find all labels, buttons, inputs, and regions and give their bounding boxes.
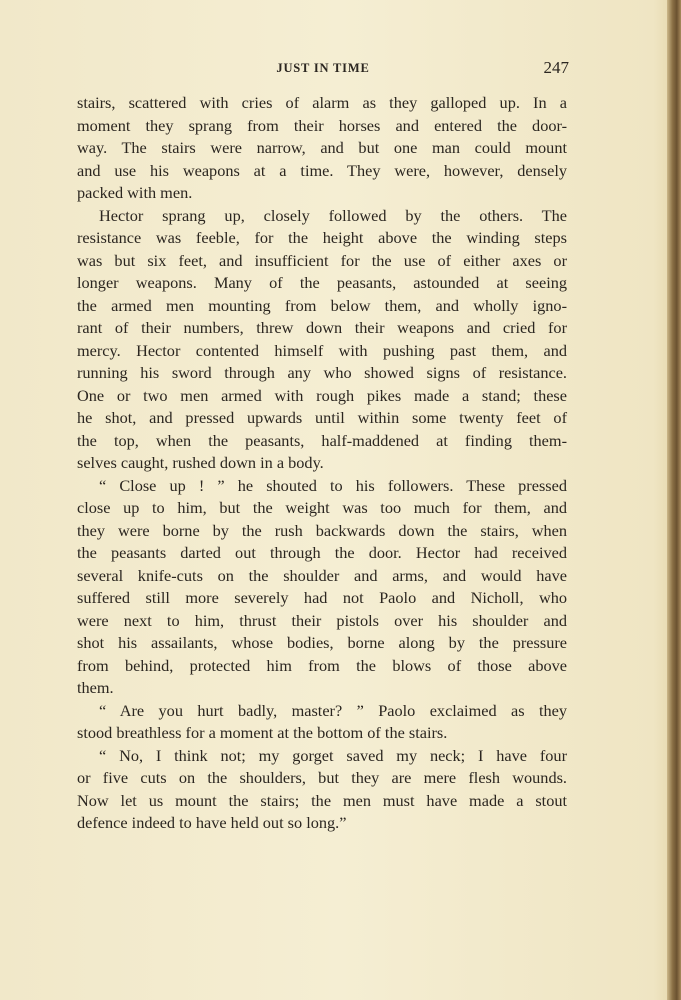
text-line: several knife-cuts on the shoulder and arms, and would have	[77, 565, 567, 585]
text-line: Now let us mount the stairs; the men must have made a stout	[77, 790, 567, 810]
text-line: were next to him, thrust their pistols over his shoulder and	[77, 610, 567, 630]
body-text	[77, 92, 567, 835]
text-line: selves caught, rushed down in a body.	[77, 453, 324, 472]
text-line: “ No, I think not; my gorget saved my neck; I have four	[99, 745, 567, 765]
text-line: packed with men.	[77, 183, 193, 202]
text-line: close up to him, but the weight was too much for them, and	[77, 498, 567, 517]
text-line: them.	[77, 678, 114, 697]
text-line: from behind, protected him from the blows of those above	[77, 655, 567, 675]
text-line: “ Close up ! ” he shouted to his followers. These pressed	[99, 475, 567, 495]
running-head: JUST IN TIME	[276, 61, 370, 75]
text-line: moment they sprang from their horses and entered the door-	[77, 115, 567, 135]
text-line: the peasants darted out through the door. Hector had received	[77, 543, 567, 562]
page-header	[77, 58, 569, 80]
text-line: the armed men mounting from below them, and wholly igno-	[77, 295, 567, 315]
page-edge	[667, 0, 681, 1000]
text-line: the top, when the peasants, half-maddened at finding them-	[77, 430, 567, 450]
text-line: mercy. Hector contented himself with pushing past them, and	[77, 340, 567, 360]
text-line: suffered still more severely had not Paolo and Nicholl, who	[77, 588, 567, 607]
text-line: One or two men armed with rough pikes made a stand; these	[77, 385, 567, 405]
text-line: and use his weapons at a time. They were, however, densely	[77, 160, 567, 180]
text-line: shot his assailants, whose bodies, borne along by the pressure	[77, 633, 567, 652]
text-line: way. The stairs were narrow, and but one man could mount	[77, 138, 567, 157]
text-line: resistance was feeble, for the height above the winding steps	[77, 228, 567, 247]
text-line: stairs, scattered with cries of alarm as they galloped up. In a	[77, 93, 567, 112]
page-number: 247	[543, 58, 569, 77]
text-line: Hector sprang up, closely followed by the others. The	[99, 205, 567, 225]
text-line: they were borne by the rush backwards down the stairs, when	[77, 520, 567, 540]
text-line: defence indeed to have held out so long.”	[77, 813, 347, 832]
text-line: running his sword through any who showed signs of resistance.	[77, 363, 567, 382]
text-line: rant of their numbers, threw down their weapons and cried for	[77, 318, 567, 337]
text-line: he shot, and pressed upwards until within some twenty feet of	[77, 408, 567, 427]
text-line: “ Are you hurt badly, master? ” Paolo exclaimed as they	[99, 700, 567, 720]
text-line: was but six feet, and insufficient for the use of either axes or	[77, 250, 567, 270]
text-line: or five cuts on the shoulders, but they are mere flesh wounds.	[77, 768, 567, 787]
text-line: longer weapons. Many of the peasants, astounded at seeing	[77, 273, 567, 292]
text-line: stood breathless for a moment at the bottom of the stairs.	[77, 723, 448, 742]
